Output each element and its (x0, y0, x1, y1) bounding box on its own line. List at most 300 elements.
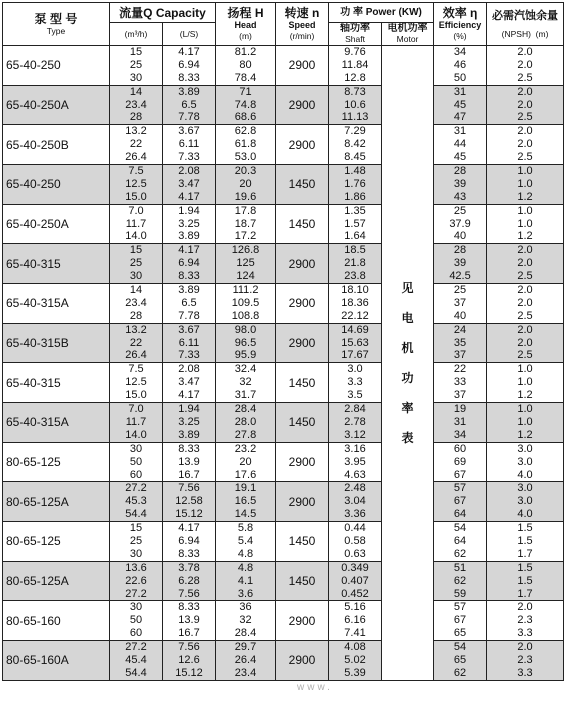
motor-note-char: 机 (401, 340, 414, 355)
shaft-power-cell-value: 3.95 (344, 455, 366, 468)
capacity-m3h-cell-value: 50 (129, 614, 143, 627)
capacity-ls-cell-value: 13.9 (178, 455, 200, 468)
table-row (3, 522, 564, 562)
shaft-power-cell-value: 11.84 (341, 58, 369, 71)
capacity-ls-cell (163, 85, 216, 125)
shaft-power-cell-value: 5.02 (344, 653, 366, 666)
npsh-cell-value: 2.0 (517, 323, 533, 336)
head-cell (216, 363, 276, 403)
shaft-power-cell-value: 2.48 (344, 482, 366, 495)
speed-cell: 1450 (276, 522, 329, 562)
efficiency-cell (434, 363, 487, 403)
capacity-m3h-cell-value: 25 (129, 58, 143, 71)
npsh-cell-value: 2.5 (517, 309, 533, 322)
table-row (3, 284, 564, 324)
type-header-en: Type (46, 25, 66, 36)
shaft-power-cell-value: 0.452 (341, 587, 369, 600)
capacity-ls-cell-value: 3.47 (178, 376, 200, 389)
efficiency-cell-value: 37 (453, 349, 467, 362)
head-cell-value: 126.8 (231, 244, 260, 257)
capacity-m3h-cell-value: 45.4 (125, 653, 147, 666)
capacity-m3h-cell-value: 14.0 (125, 230, 147, 243)
shaft-power-cell-value: 0.58 (344, 534, 366, 547)
capacity-m3h-cell-value: 23.4 (125, 98, 147, 111)
efficiency-cell-value: 42.5 (449, 270, 471, 283)
npsh-header-cn: 必需汽蚀余量 (492, 9, 559, 22)
capacity-m3h-cell (110, 522, 163, 562)
head-cell (216, 85, 276, 125)
capacity-m3h-cell (110, 561, 163, 601)
npsh-cell (487, 284, 564, 324)
shaft-power-cell-value: 7.41 (344, 627, 366, 640)
motor-header-cn: 电机功率 (387, 23, 428, 34)
npsh-cell-value: 2.0 (517, 244, 533, 257)
shaft-power-cell-value: 6.16 (344, 614, 366, 627)
capacity-m3h-cell-value: 13.2 (125, 125, 147, 138)
capacity-ls-cell-value: 3.25 (178, 415, 200, 428)
capacity-ls-cell-value: 4.17 (178, 46, 200, 58)
efficiency-cell-value: 31 (453, 415, 467, 428)
head-cell-value: 20 (239, 455, 252, 468)
capacity-ls-cell-value: 8.33 (178, 270, 200, 283)
efficiency-cell (434, 284, 487, 324)
speed-cell: 2900 (276, 125, 329, 165)
capacity-ls-cell (163, 46, 216, 86)
npsh-cell (487, 601, 564, 641)
head-cell-value: 17.8 (234, 204, 257, 217)
capacity-ls-cell-value: 16.7 (178, 468, 200, 481)
capacity-ls-cell-value: 12.58 (175, 495, 203, 508)
table-row (3, 482, 564, 522)
shaft-power-cell-value: 0.407 (341, 574, 369, 587)
efficiency-cell (434, 46, 487, 86)
head-cell-value: 108.8 (231, 309, 260, 322)
capacity-ls-cell-value: 8.33 (178, 547, 200, 560)
head-cell-value: 53.0 (234, 151, 257, 164)
capacity-ls-cell-value: 7.33 (178, 151, 200, 164)
head-cell (216, 165, 276, 205)
speed-cell: 2900 (276, 284, 329, 324)
speed-header (276, 3, 329, 46)
npsh-cell-value: 2.0 (517, 46, 533, 58)
head-cell-value: 29.7 (234, 641, 257, 654)
efficiency-cell-value: 19 (453, 403, 467, 416)
capacity-ls-cell-value: 8.33 (178, 71, 200, 84)
capacity-m3h-cell-value: 12.5 (125, 177, 147, 190)
model-cell: 65-40-315B (3, 323, 110, 363)
shaft-power-cell-value: 1.57 (344, 217, 366, 230)
capacity-ls-cell-value: 6.5 (181, 296, 197, 309)
capacity-m3h-cell (110, 85, 163, 125)
shaft-power-cell-value: 8.73 (344, 85, 366, 98)
head-cell (216, 125, 276, 165)
capacity-ls-cell (163, 442, 216, 482)
npsh-cell-value: 2.0 (517, 601, 533, 614)
head-cell-value: 98.0 (234, 323, 257, 336)
capacity-ls-cell (163, 641, 216, 681)
capacity-ls-cell (163, 284, 216, 324)
capacity-ls-cell (163, 482, 216, 522)
capacity-ls-cell (163, 204, 216, 244)
npsh-cell (487, 125, 564, 165)
capacity-ls-cell-value: 8.33 (178, 442, 200, 455)
capacity-ls-cell (163, 522, 216, 562)
efficiency-cell-value: 50 (453, 71, 467, 84)
npsh-cell (487, 561, 564, 601)
npsh-cell-value: 1.5 (517, 574, 533, 587)
speed-header-cn: 转速 n (284, 6, 320, 20)
capacity-m3h-cell-value: 14 (129, 85, 143, 98)
head-cell-value: 23.2 (234, 442, 257, 455)
head-cell-value: 78.4 (234, 71, 257, 84)
motor-note-char: 率 (401, 400, 414, 415)
efficiency-cell-value: 65 (453, 653, 467, 666)
shaft-power-cell-value: 1.64 (344, 230, 366, 243)
efficiency-cell-value: 69 (453, 455, 467, 468)
shaft-power-cell (329, 442, 382, 482)
shaft-power-cell-value: 7.29 (344, 125, 366, 138)
capacity-m3h-cell-value: 7.5 (128, 165, 144, 178)
speed-cell: 2900 (276, 601, 329, 641)
capacity-m3h-cell-value: 28 (129, 309, 143, 322)
efficiency-cell (434, 244, 487, 284)
head-cell-value: 31.7 (234, 389, 257, 402)
efficiency-cell-value: 45 (453, 98, 467, 111)
shaft-power-cell (329, 46, 382, 86)
head-cell-value: 96.5 (234, 336, 257, 349)
shaft-power-cell-value: 2.78 (344, 415, 366, 428)
capacity-m3h-cell-value: 22.6 (125, 574, 147, 587)
head-cell-value: 23.4 (234, 666, 257, 679)
shaft-power-cell-value: 1.48 (344, 165, 366, 178)
head-cell-value: 4.1 (237, 574, 254, 587)
table-row (3, 323, 564, 363)
shaft-power-cell (329, 284, 382, 324)
speed-cell: 2900 (276, 641, 329, 681)
shaft-power-cell-value: 1.86 (344, 190, 366, 203)
capacity-ls-cell-value: 2.08 (178, 165, 200, 178)
npsh-cell-value: 1.0 (517, 204, 533, 217)
model-cell: 65-40-250A (3, 204, 110, 244)
capacity-ls-cell-value: 7.56 (178, 641, 200, 654)
shaft-power-cell-value: 0.63 (344, 547, 366, 560)
npsh-cell-value: 2.0 (517, 98, 533, 111)
npsh-cell (487, 323, 564, 363)
npsh-cell (487, 165, 564, 205)
npsh-cell (487, 46, 564, 86)
head-cell (216, 482, 276, 522)
capacity-m3h-cell-value: 13.2 (125, 323, 147, 336)
efficiency-cell-value: 67 (453, 495, 467, 508)
head-cell-value: 4.8 (237, 561, 254, 574)
head-cell-value: 36 (239, 601, 252, 614)
capacity-m3h-cell-value: 60 (129, 627, 143, 640)
motor-note (382, 273, 433, 453)
efficiency-cell-value: 28 (453, 244, 467, 257)
shaft-power-cell-value: 2.84 (344, 403, 366, 416)
efficiency-cell (434, 323, 487, 363)
capacity-m3h-cell-value: 30 (129, 547, 143, 560)
table-row (3, 46, 564, 86)
capacity-m3h-cell-value: 45.3 (125, 495, 147, 508)
efficiency-cell-value: 67 (453, 468, 467, 481)
efficiency-cell-value: 37 (453, 296, 467, 309)
shaft-power-cell-value: 8.42 (344, 138, 366, 151)
npsh-cell-value: 1.2 (517, 230, 533, 243)
efficiency-cell-value: 45 (453, 151, 467, 164)
npsh-cell-value: 1.2 (517, 190, 533, 203)
capacity-ls-cell-value: 3.89 (178, 428, 200, 441)
shaft-power-cell (329, 403, 382, 443)
head-cell-value: 124 (236, 270, 255, 283)
capacity-ls-cell-value: 1.94 (178, 204, 200, 217)
capacity-m3h-cell-value: 28 (129, 111, 143, 124)
npsh-cell (487, 522, 564, 562)
capacity-ls-cell-value: 13.9 (178, 614, 200, 627)
shaft-power-cell-value: 22.12 (341, 309, 369, 322)
efficiency-header (434, 3, 487, 46)
capacity-m3h-cell-value: 11.7 (125, 217, 147, 230)
model-cell: 65-40-315 (3, 363, 110, 403)
capacity-ls-cell-value: 6.11 (178, 138, 200, 151)
motor-note-char: 见 (401, 280, 414, 295)
head-header-cn: 扬程 H (227, 6, 264, 20)
head-cell-value: 27.8 (234, 428, 257, 441)
head-cell-value: 125 (236, 257, 255, 270)
type-header (3, 3, 110, 46)
speed-cell: 1450 (276, 363, 329, 403)
shaft-power-cell-value: 23.8 (344, 270, 366, 283)
npsh-cell-value: 1.0 (517, 217, 533, 230)
npsh-cell-value: 2.0 (517, 641, 533, 654)
head-cell-value: 62.8 (234, 125, 257, 138)
capacity-m3h-cell-value: 12.5 (125, 376, 147, 389)
capacity-ls-cell-value: 6.94 (178, 257, 200, 270)
capacity-ls-cell-value: 2.08 (178, 363, 200, 376)
npsh-cell-value: 2.0 (517, 138, 533, 151)
efficiency-cell-value: 46 (453, 58, 467, 71)
head-header-en: Head (234, 20, 257, 30)
table-row (3, 204, 564, 244)
efficiency-cell-value: 22 (453, 363, 467, 376)
watermark: www. (297, 682, 333, 693)
capacity-m3h-cell-value: 30 (129, 601, 143, 614)
efficiency-cell-value: 62 (453, 547, 467, 560)
efficiency-cell-value: 37 (453, 389, 467, 402)
npsh-header-units (487, 23, 563, 40)
efficiency-cell-value: 40 (453, 309, 467, 322)
speed-cell: 2900 (276, 323, 329, 363)
capacity-ls-cell-value: 3.47 (178, 177, 200, 190)
head-cell-value: 26.4 (234, 653, 257, 666)
shaft-header-en: Shaft (345, 34, 365, 44)
shaft-power-cell-value: 14.69 (341, 323, 369, 336)
model-cell: 80-65-125 (3, 442, 110, 482)
efficiency-cell-value: 59 (453, 587, 467, 600)
capacity-ls-cell-value: 12.6 (178, 653, 200, 666)
capacity-m3h-cell-value: 26.4 (125, 349, 147, 362)
head-cell-value: 20.3 (234, 165, 257, 178)
capacity-m3h-cell-value: 30 (129, 442, 143, 455)
head-cell-value: 14.5 (234, 508, 257, 521)
efficiency-cell (434, 403, 487, 443)
head-cell-value: 4.8 (237, 547, 254, 560)
capacity-m3h-cell-value: 27.2 (125, 641, 147, 654)
shaft-power-cell-value: 9.76 (344, 46, 366, 58)
head-cell-value: 28.0 (234, 415, 257, 428)
capacity-ls-cell-value: 8.33 (178, 601, 200, 614)
capacity-m3h-cell (110, 323, 163, 363)
capacity-ls-cell-value: 3.67 (178, 125, 200, 138)
capacity-ls-cell-value: 3.78 (178, 561, 200, 574)
model-cell: 80-65-160 (3, 601, 110, 641)
capacity-ls-cell (163, 363, 216, 403)
npsh-cell (487, 363, 564, 403)
npsh-cell-value: 1.0 (517, 415, 533, 428)
motor-power-cell (382, 46, 434, 681)
shaft-power-cell-value: 18.5 (344, 244, 366, 257)
shaft-power-cell-value: 0.349 (341, 561, 369, 574)
capacity-m3h-cell-value: 60 (129, 468, 143, 481)
model-cell: 65-40-250 (3, 46, 110, 86)
shaft-power-cell-value: 3.3 (347, 376, 363, 389)
npsh-cell-value: 2.5 (517, 349, 533, 362)
npsh-cell-value: 2.0 (517, 85, 533, 98)
npsh-cell-value: 2.0 (517, 296, 533, 309)
shaft-power-cell-value: 15.63 (341, 336, 369, 349)
capacity-m3h-cell-value: 7.0 (128, 204, 144, 217)
table-row (3, 125, 564, 165)
efficiency-cell (434, 442, 487, 482)
pump-performance-table (2, 2, 564, 681)
head-cell-value: 5.8 (237, 522, 254, 535)
capacity-ls-cell-value: 15.12 (175, 508, 203, 521)
npsh-cell-value: 1.0 (517, 363, 533, 376)
capacity-ls-cell-value: 3.89 (178, 284, 200, 297)
efficiency-cell-value: 57 (453, 482, 467, 495)
head-cell-value: 17.2 (234, 230, 257, 243)
efficiency-cell-value: 28 (453, 165, 467, 178)
capacity-ls-cell-value: 3.67 (178, 323, 200, 336)
capacity-m3h-cell-value: 7.5 (128, 363, 144, 376)
npsh-cell-value: 1.0 (517, 376, 533, 389)
efficiency-cell-value: 44 (453, 138, 467, 151)
head-cell-value: 80 (239, 58, 252, 71)
capacity-ls-cell-value: 7.56 (178, 482, 200, 495)
npsh-cell (487, 204, 564, 244)
shaft-power-cell (329, 323, 382, 363)
shaft-power-cell (329, 244, 382, 284)
capacity-ls-cell (163, 561, 216, 601)
shaft-power-cell (329, 641, 382, 681)
capacity-ls-cell-value: 6.11 (178, 336, 200, 349)
efficiency-cell-value: 34 (453, 428, 467, 441)
efficiency-cell-value: 62 (453, 574, 467, 587)
capacity-m3h-cell-value: 50 (129, 455, 143, 468)
efficiency-cell-value: 31 (453, 125, 467, 138)
efficiency-cell-value: 25 (453, 204, 467, 217)
capacity-ls-cell (163, 165, 216, 205)
npsh-cell-value: 3.0 (517, 482, 533, 495)
shaft-power-cell-value: 12.8 (344, 71, 366, 84)
npsh-cell (487, 403, 564, 443)
model-cell: 65-40-250B (3, 125, 110, 165)
efficiency-header-en: Efficiency (438, 20, 482, 30)
efficiency-cell-value: 60 (453, 442, 467, 455)
shaft-power-cell-value: 0.44 (344, 522, 366, 535)
capacity-m3h-cell-value: 23.4 (125, 296, 147, 309)
npsh-cell-value: 3.3 (517, 627, 533, 640)
capacity-ls-cell-value: 4.17 (178, 389, 200, 402)
capacity-m3h-cell-value: 54.4 (125, 508, 147, 521)
capacity-ls-cell-value: 7.78 (178, 111, 200, 124)
capacity-ls-cell-value: 3.89 (178, 85, 200, 98)
npsh-cell-value: 1.0 (517, 177, 533, 190)
head-cell-value: 19.6 (234, 190, 257, 203)
npsh-cell-value: 4.0 (517, 468, 533, 481)
head-cell-value: 18.7 (234, 217, 257, 230)
npsh-header-en: (NPSH) (501, 28, 531, 39)
efficiency-cell (434, 641, 487, 681)
capacity-m3h-cell-value: 54.4 (125, 666, 147, 679)
capacity-m3h-cell (110, 284, 163, 324)
head-cell (216, 46, 276, 86)
capacity-ls-cell-value: 3.25 (178, 217, 200, 230)
table-row (3, 85, 564, 125)
npsh-cell-value: 1.2 (517, 389, 533, 402)
npsh-cell-value: 3.0 (517, 442, 533, 455)
capacity-ls-cell-value: 4.17 (178, 244, 200, 257)
speed-cell: 1450 (276, 561, 329, 601)
npsh-cell-value: 2.0 (517, 58, 533, 71)
capacity-m3h-cell-value: 7.0 (128, 403, 144, 416)
capacity-m3h-cell-value: 26.4 (125, 151, 147, 164)
efficiency-cell-value: 67 (453, 614, 467, 627)
capacity-m3h-cell (110, 204, 163, 244)
shaft-power-cell-value: 8.45 (344, 151, 366, 164)
head-cell-value: 74.8 (234, 98, 257, 111)
head-cell-value: 19.1 (234, 482, 257, 495)
efficiency-cell-value: 64 (453, 508, 467, 521)
efficiency-cell-value: 64 (453, 534, 467, 547)
npsh-cell-value: 2.0 (517, 125, 533, 138)
capacity-m3h-cell-value: 14.0 (125, 428, 147, 441)
capacity-ls-cell-value: 6.94 (178, 534, 200, 547)
head-cell (216, 244, 276, 284)
shaft-header (329, 23, 382, 46)
shaft-power-cell-value: 1.76 (344, 177, 366, 190)
capacity-ls-cell-value: 3.89 (178, 230, 200, 243)
head-cell-value: 95.9 (234, 349, 257, 362)
efficiency-cell-value: 40 (453, 230, 467, 243)
flow-ls-header: (L/S) (163, 23, 216, 46)
efficiency-cell (434, 561, 487, 601)
speed-cell: 1450 (276, 403, 329, 443)
shaft-power-cell-value: 1.35 (344, 204, 366, 217)
motor-note-char: 电 (401, 310, 414, 325)
npsh-cell-value: 1.5 (517, 561, 533, 574)
motor-header-en: Motor (396, 34, 419, 44)
speed-cell: 2900 (276, 482, 329, 522)
shaft-power-cell-value: 18.36 (341, 296, 369, 309)
npsh-cell-value: 3.0 (517, 495, 533, 508)
capacity-m3h-cell (110, 363, 163, 403)
table-row (3, 165, 564, 205)
capacity-ls-cell-value: 6.28 (178, 574, 200, 587)
head-cell-value: 32.4 (234, 363, 257, 376)
head-cell-value: 32 (239, 376, 252, 389)
npsh-cell (487, 442, 564, 482)
